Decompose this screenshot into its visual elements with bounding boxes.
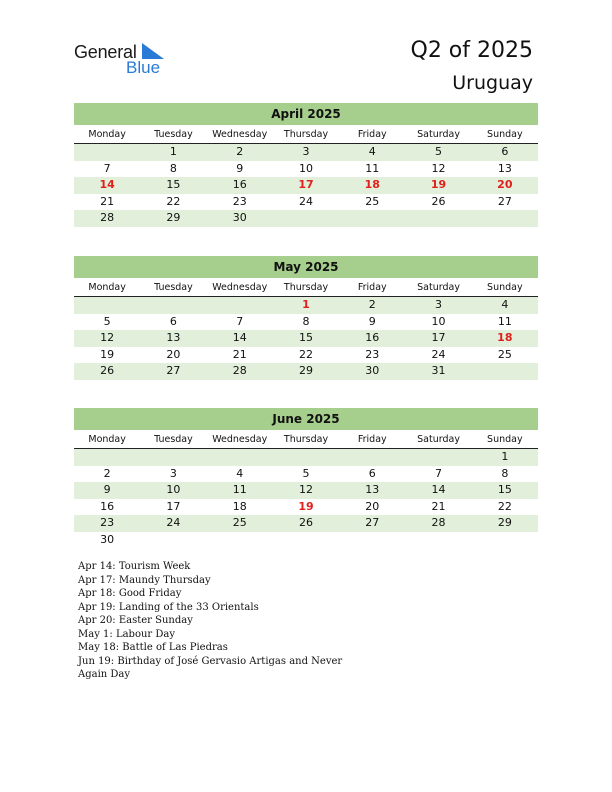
day-cell: 17 — [166, 499, 181, 513]
day-cell: 11 — [232, 483, 247, 496]
day-cell: 6 — [368, 466, 376, 480]
day-cell — [472, 210, 538, 227]
day-cell: 13 — [365, 483, 380, 496]
week-row — [74, 499, 538, 516]
day-cell: 22 — [166, 194, 181, 208]
day-cell: 15 — [166, 178, 181, 191]
day-cell: 21 — [232, 347, 247, 361]
day-cell: 24 — [431, 347, 446, 361]
holiday-note: Again Day — [78, 669, 131, 680]
day-cell — [339, 532, 405, 549]
day-cell: 5 — [435, 145, 443, 158]
day-cell: 21 — [431, 499, 446, 513]
holiday-note: Apr 14: Tourism Week — [78, 561, 191, 572]
day-cell — [140, 297, 206, 314]
day-cell: 10 — [166, 483, 181, 496]
day-cell: 1 — [501, 450, 509, 463]
month-title: April 2025 — [74, 103, 538, 125]
week-row — [74, 144, 538, 161]
day-cell: 30 — [232, 211, 247, 224]
weekday-label: Saturday — [417, 434, 460, 445]
day-cell: 10 — [431, 314, 446, 328]
day-cell: 23 — [232, 194, 247, 208]
day-cell — [140, 532, 206, 549]
week-row — [74, 515, 538, 532]
day-cell: 14 — [431, 483, 446, 496]
day-cell: 29 — [298, 364, 313, 377]
day-cell: 16 — [365, 331, 380, 344]
day-cell: 2 — [236, 145, 244, 158]
day-cell: 15 — [298, 331, 313, 344]
logo-text-blue: Blue — [126, 58, 161, 77]
day-cell: 23 — [100, 516, 115, 529]
day-cell: 19 — [100, 347, 115, 361]
day-cell — [273, 449, 339, 466]
day-cell: 3 — [302, 145, 310, 158]
week-row — [74, 363, 538, 380]
brand-logo — [74, 42, 184, 78]
logo-triangle-icon — [142, 43, 164, 59]
day-cell: 26 — [100, 364, 115, 377]
week-row — [74, 347, 538, 364]
weekday-label: Monday — [88, 282, 126, 293]
day-cell — [405, 210, 471, 227]
day-cell — [472, 363, 538, 380]
weekday-label: Tuesday — [154, 282, 193, 293]
logo-text-general: General — [74, 42, 137, 62]
month-title: May 2025 — [74, 256, 538, 278]
day-cell — [74, 449, 140, 466]
month-title: June 2025 — [74, 408, 538, 430]
day-cell: 16 — [100, 499, 115, 513]
holiday-day-cell: 17 — [298, 178, 314, 191]
country-name: Uruguay — [452, 72, 533, 94]
day-cell: 26 — [298, 516, 313, 529]
week-row — [74, 482, 538, 499]
weekday-header-row — [74, 125, 538, 144]
weekday-label: Friday — [357, 282, 387, 293]
week-row — [74, 297, 538, 314]
holiday-day-cell: 18 — [497, 331, 513, 344]
day-cell — [140, 449, 206, 466]
holiday-note: Jun 19: Birthday of José Gervasio Artigas and Never — [78, 655, 343, 667]
day-cell — [273, 532, 339, 549]
day-cell: 28 — [100, 211, 115, 224]
day-cell: 8 — [302, 314, 310, 328]
weekday-label: Thursday — [283, 434, 329, 445]
month-calendar-april — [74, 103, 538, 227]
day-cell: 25 — [365, 194, 380, 208]
day-cell — [339, 449, 405, 466]
day-cell: 14 — [232, 331, 247, 344]
day-cell: 17 — [431, 331, 446, 344]
day-cell: 11 — [365, 161, 380, 175]
day-cell: 18 — [232, 499, 247, 513]
week-row — [74, 210, 538, 227]
day-cell: 2 — [103, 466, 111, 480]
day-cell: 27 — [497, 194, 512, 208]
month-calendar-may — [74, 256, 538, 380]
day-cell: 25 — [232, 516, 247, 529]
day-cell: 10 — [298, 161, 313, 175]
day-cell: 26 — [431, 194, 446, 208]
day-cell: 1 — [169, 145, 177, 158]
weekday-label: Wednesday — [212, 434, 268, 445]
day-cell: 11 — [497, 314, 512, 328]
week-row — [74, 161, 538, 178]
day-cell: 27 — [166, 364, 181, 377]
day-cell: 5 — [103, 314, 111, 328]
day-cell — [339, 210, 405, 227]
day-cell: 3 — [435, 298, 443, 311]
day-cell — [74, 144, 140, 161]
day-cell: 20 — [166, 347, 181, 361]
day-cell: 29 — [497, 516, 512, 529]
day-cell: 6 — [501, 145, 509, 158]
day-cell — [405, 532, 471, 549]
day-cell: 28 — [232, 364, 247, 377]
week-row — [74, 532, 538, 549]
holiday-list — [78, 560, 378, 682]
weekday-label: Saturday — [417, 129, 460, 140]
day-cell: 5 — [302, 466, 310, 480]
day-cell — [74, 297, 140, 314]
day-cell: 16 — [232, 178, 247, 191]
day-cell: 28 — [431, 516, 446, 529]
holiday-note: Apr 20: Easter Sunday — [78, 615, 193, 626]
week-row — [74, 314, 538, 331]
week-row — [74, 194, 538, 211]
day-cell: 23 — [365, 347, 380, 361]
day-cell — [207, 297, 273, 314]
day-cell: 24 — [298, 194, 313, 208]
weekday-label: Friday — [357, 129, 387, 140]
page-title: Q2 of 2025 — [410, 38, 533, 63]
day-cell — [405, 449, 471, 466]
week-row — [74, 330, 538, 347]
day-cell: 9 — [236, 161, 244, 175]
day-cell: 31 — [431, 364, 446, 377]
weekday-label: Saturday — [417, 282, 460, 293]
day-cell: 24 — [166, 516, 181, 529]
day-cell: 12 — [298, 483, 313, 496]
week-row — [74, 177, 538, 194]
weekday-label: Thursday — [283, 129, 329, 140]
holiday-note: Apr 18: Good Friday — [78, 588, 182, 599]
weekday-label: Wednesday — [212, 282, 268, 293]
day-cell — [273, 210, 339, 227]
holiday-day-cell: 1 — [302, 298, 310, 311]
month-calendar-june — [74, 408, 538, 548]
weekday-label: Thursday — [283, 282, 329, 293]
weekday-header-row — [74, 278, 538, 297]
day-cell — [207, 532, 273, 549]
day-cell: 7 — [103, 161, 111, 175]
day-cell: 22 — [298, 347, 313, 361]
day-cell: 30 — [100, 532, 115, 546]
weekday-label: Sunday — [487, 434, 523, 445]
day-cell: 25 — [497, 347, 512, 361]
day-cell: 7 — [435, 466, 443, 480]
day-cell — [472, 532, 538, 549]
day-cell: 8 — [169, 161, 177, 175]
weekday-label: Sunday — [487, 129, 523, 140]
day-cell: 29 — [166, 211, 181, 224]
day-cell: 22 — [497, 499, 512, 513]
holiday-day-cell: 19 — [430, 178, 447, 191]
day-cell: 4 — [236, 466, 244, 480]
day-cell: 13 — [166, 331, 181, 344]
weekday-label: Wednesday — [212, 129, 268, 140]
holiday-day-cell: 18 — [364, 178, 380, 191]
day-cell: 6 — [169, 314, 177, 328]
day-cell: 21 — [100, 194, 115, 208]
day-cell: 30 — [365, 364, 380, 377]
holiday-day-cell: 19 — [298, 499, 314, 513]
weekday-label: Tuesday — [154, 129, 193, 140]
weekday-label: Tuesday — [154, 434, 193, 445]
weekday-label: Monday — [88, 129, 126, 140]
day-cell: 20 — [365, 499, 380, 513]
weekday-label: Friday — [357, 434, 387, 445]
day-cell: 8 — [501, 466, 509, 480]
day-cell: 12 — [100, 331, 115, 344]
day-cell: 2 — [368, 298, 376, 311]
holiday-note: Apr 19: Landing of the 33 Orientals — [78, 601, 259, 613]
weekday-label: Sunday — [487, 282, 523, 293]
holiday-note: May 18: Battle of Las Piedras — [78, 642, 228, 653]
day-cell: 3 — [169, 466, 177, 480]
weekday-label: Monday — [88, 434, 126, 445]
day-cell — [207, 449, 273, 466]
day-cell: 4 — [368, 145, 376, 158]
day-cell: 27 — [365, 516, 380, 529]
day-cell: 13 — [497, 161, 512, 175]
day-cell: 9 — [368, 314, 376, 328]
day-cell: 12 — [431, 161, 446, 175]
weekday-header-row — [74, 430, 538, 449]
day-cell: 4 — [501, 298, 509, 311]
day-cell: 15 — [497, 483, 512, 496]
week-row — [74, 449, 538, 466]
holiday-note: May 1: Labour Day — [78, 628, 175, 640]
holiday-day-cell: 20 — [497, 178, 513, 191]
holiday-day-cell: 14 — [99, 178, 115, 191]
holiday-note: Apr 17: Maundy Thursday — [78, 574, 211, 586]
day-cell: 9 — [103, 483, 111, 496]
day-cell: 7 — [236, 314, 244, 328]
week-row — [74, 466, 538, 483]
